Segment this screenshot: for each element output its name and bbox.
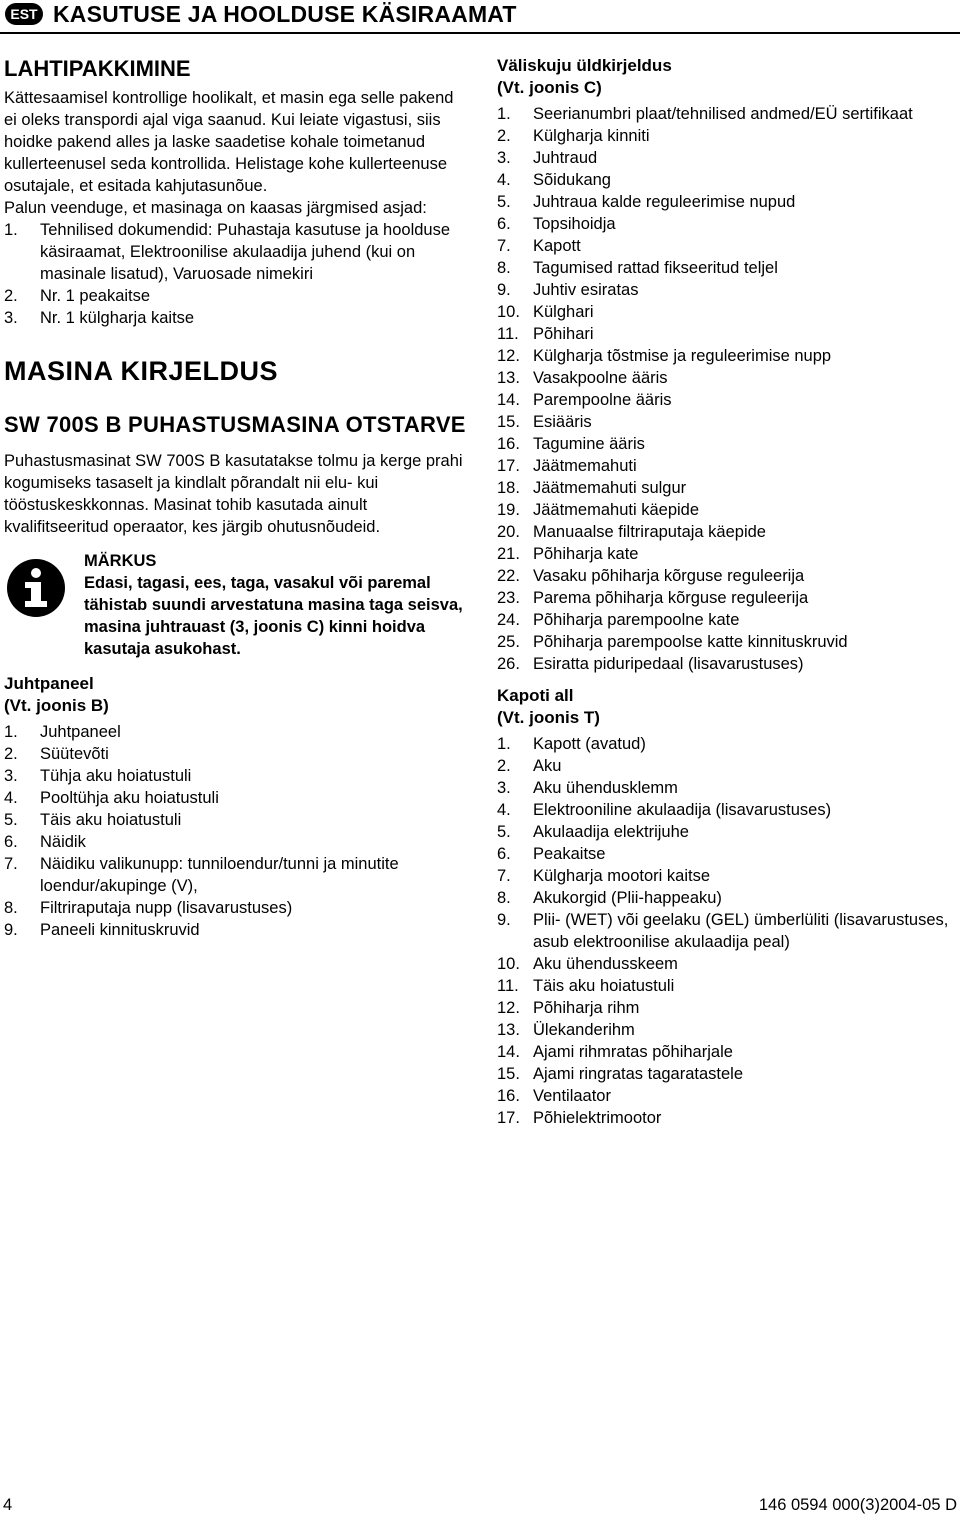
list-item-number: 7.	[497, 867, 511, 885]
list-item-text: Kapott (avatud)	[533, 735, 646, 753]
list-item	[497, 755, 959, 777]
hood-list	[497, 733, 959, 1129]
list-item-number: 9.	[497, 911, 511, 929]
exterior-list	[497, 103, 959, 675]
list-item-number: 3.	[4, 309, 18, 327]
list-item-text: Külgharja tõstmise ja reguleerimise nupp	[533, 347, 832, 365]
list-item-number: 26.	[497, 655, 520, 673]
list-item	[497, 125, 959, 147]
page-header	[0, 0, 960, 30]
list-item-number: 3.	[497, 149, 511, 167]
list-item	[497, 909, 959, 953]
list-item	[4, 219, 469, 285]
list-item-number: 17.	[497, 457, 520, 475]
hood-figure-ref: (Vt. joonis T)	[497, 708, 600, 727]
list-item-number: 7.	[497, 237, 511, 255]
list-item-number: 21.	[497, 545, 520, 563]
list-item-number: 3.	[4, 767, 18, 785]
list-item	[4, 919, 469, 941]
list-item-number: 1.	[4, 221, 18, 239]
list-item-number: 16.	[497, 1087, 520, 1105]
purpose-heading: SW 700S B PUHASTUSMASINA OTSTARVE	[4, 412, 466, 437]
list-item-text: Manuaalse filtriraputaja käepide	[533, 523, 766, 541]
list-item	[4, 721, 469, 743]
list-item-number: 11.	[497, 977, 519, 995]
list-item-text: Ajami rihmratas põhiharjale	[533, 1043, 733, 1061]
list-item	[497, 235, 959, 257]
list-item	[497, 843, 959, 865]
list-item-text: Juhtraud	[533, 149, 598, 167]
list-item	[4, 787, 469, 809]
note-content	[84, 550, 469, 660]
list-item	[497, 777, 959, 799]
list-item-text: Parempoolne ääris	[533, 391, 672, 409]
list-item	[4, 765, 469, 787]
list-item-text: Põhihari	[533, 325, 594, 343]
list-item-text: Plii- (WET) või geelaku (GEL) ümberlüliti (lisavarustuses, asub elektroonilise akulaadija peal)	[533, 911, 949, 951]
info-icon	[4, 550, 84, 660]
list-item-text: Näidiku valikunupp: tunniloendur/tunni ja minutite loendur/akupinge (V),	[40, 855, 399, 895]
list-item	[4, 307, 469, 329]
list-item-number: 1.	[4, 723, 18, 741]
list-item-number: 6.	[4, 833, 18, 851]
list-item-number: 15.	[497, 413, 520, 431]
list-item-number: 8.	[4, 899, 18, 917]
list-item-text: Juhtiv esiratas	[533, 281, 639, 299]
list-item-text: Parema põhiharja kõrguse reguleerija	[533, 589, 809, 607]
list-item	[497, 455, 959, 477]
list-item-text: Täis aku hoiatustuli	[40, 811, 182, 829]
list-item-number: 16.	[497, 435, 520, 453]
list-item-number: 9.	[4, 921, 18, 939]
list-item-number: 4.	[497, 171, 511, 189]
list-item	[497, 477, 959, 499]
list-item-text: Tagumine ääris	[533, 435, 645, 453]
list-item	[497, 433, 959, 455]
list-item-text: Jäätmemahuti	[533, 457, 637, 475]
hood-heading: Kapoti all	[497, 686, 574, 705]
list-item-text: Tühja aku hoiatustuli	[40, 767, 192, 785]
list-item-text: Nr. 1 peakaitse	[40, 287, 151, 305]
list-item-number: 19.	[497, 501, 520, 519]
list-item-number: 1.	[497, 105, 511, 123]
list-item-text: Tagumised rattad fikseeritud teljel	[533, 259, 778, 277]
list-item	[4, 897, 469, 919]
list-item-number: 4.	[497, 801, 511, 819]
list-item-text: Pooltühja aku hoiatustuli	[40, 789, 219, 807]
unpacking-checklist-intro: Palun veenduge, et masinaga on kaasas järgmised asjad:	[4, 199, 427, 217]
list-item-number: 14.	[497, 1043, 520, 1061]
list-item-text: Jäätmemahuti käepide	[533, 501, 700, 519]
list-item-number: 6.	[497, 215, 511, 233]
left-column	[4, 55, 469, 941]
list-item-text: Tehnilised dokumendid: Puhastaja kasutuse ja hoolduse käsiraamat, Elektroonilise akulaadija juhend (kui on masinale lisatud), Varuosade nimekiri	[40, 221, 451, 283]
list-item-text: Vasakpoolne ääris	[533, 369, 668, 387]
list-item-text: Põhiharja rihm	[533, 999, 640, 1017]
list-item-text: Filtriraputaja nupp (lisavarustuses)	[40, 899, 293, 917]
right-column	[497, 55, 959, 1129]
list-item-number: 2.	[4, 745, 18, 763]
list-item	[497, 887, 959, 909]
list-item-number: 25.	[497, 633, 520, 651]
list-item	[4, 831, 469, 853]
language-badge: EST	[5, 3, 43, 25]
list-item-number: 14.	[497, 391, 520, 409]
page-number: 4	[3, 1496, 13, 1514]
list-item-number: 2.	[497, 757, 511, 775]
list-item	[497, 1107, 959, 1129]
note-text: Edasi, tagasi, ees, taga, vasakul või paremal tähistab suundi arvestatuna masina taga seisva, masina juhtrauast (3, joonis C) kinni hoidva kasutaja asukohast.	[84, 574, 463, 658]
list-item	[497, 323, 959, 345]
document-title: KASUTUSE JA HOOLDUSE KÄSIRAAMAT	[53, 1, 517, 27]
unpacking-paragraph: Kättesaamisel kontrollige hoolikalt, et masin ega selle pakend ei oleks transpordi ajal viga saanud. Kui leiate vigastusi, siis hoidke pakend alles ja laske saadetise kohale toimetanud kullerteenusel seda kontrollida. Helistage kohe kullerteenuse osutajale, et esitada kahjutasunõue.	[4, 89, 454, 195]
list-item	[497, 389, 959, 411]
list-item-text: Juhtraua kalde reguleerimise nupud	[533, 193, 796, 211]
list-item	[4, 809, 469, 831]
list-item-number: 1.	[497, 735, 511, 753]
list-item	[497, 565, 959, 587]
list-item	[497, 653, 959, 675]
list-item-number: 10.	[497, 955, 520, 973]
list-item-number: 22.	[497, 567, 520, 585]
note-box	[4, 550, 469, 660]
list-item-text: Põhiharja parempoolse katte kinnituskruvid	[533, 633, 848, 651]
machine-description-heading: MASINA KIRJELDUS	[4, 356, 279, 386]
list-item-number: 9.	[497, 281, 511, 299]
list-item-number: 13.	[497, 1021, 520, 1039]
list-item-text: Põhiharja parempoolne kate	[533, 611, 740, 629]
list-item-number: 5.	[497, 193, 511, 211]
list-item-text: Sõidukang	[533, 171, 611, 189]
list-item-text: Aku ühendusskeem	[533, 955, 678, 973]
list-item-text: Topsihoidja	[533, 215, 616, 233]
list-item-text: Süütevõti	[40, 745, 109, 763]
list-item-text: Akukorgid (Plii-happeaku)	[533, 889, 722, 907]
list-item	[497, 733, 959, 755]
list-item-number: 24.	[497, 611, 520, 629]
list-item	[497, 499, 959, 521]
list-item-number: 12.	[497, 999, 520, 1017]
purpose-paragraph: Puhastusmasinat SW 700S B kasutatakse tolmu ja kerge prahi kogumiseks tasaselt ja kindlalt põrandalt nii elu- kui tööstuskeskkonnas. Masinat tohib kasutada ainult kvalifitseeritud operaator, kes järgib ohutusnõudeid.	[4, 452, 463, 536]
list-item	[497, 279, 959, 301]
list-item-number: 17.	[497, 1109, 520, 1127]
list-item-number: 5.	[497, 823, 511, 841]
list-item	[497, 587, 959, 609]
list-item-number: 12.	[497, 347, 520, 365]
list-item	[4, 853, 469, 897]
list-item-text: Külghari	[533, 303, 594, 321]
list-item-text: Ventilaator	[533, 1087, 611, 1105]
list-item	[497, 411, 959, 433]
list-item	[497, 367, 959, 389]
list-item-text: Ülekanderihm	[533, 1021, 635, 1039]
list-item	[497, 1085, 959, 1107]
list-item-text: Näidik	[40, 833, 86, 851]
list-item	[497, 301, 959, 323]
list-item-text: Jäätmemahuti sulgur	[533, 479, 687, 497]
document-code: 146 0594 000(3)2004-05 D	[758, 1496, 957, 1514]
list-item	[497, 821, 959, 843]
list-item	[497, 997, 959, 1019]
list-item	[497, 521, 959, 543]
list-item	[497, 609, 959, 631]
exterior-figure-ref: (Vt. joonis C)	[497, 78, 602, 97]
list-item	[497, 345, 959, 367]
header-divider	[0, 32, 960, 34]
list-item	[497, 1019, 959, 1041]
list-item-number: 6.	[497, 845, 511, 863]
list-item-text: Seerianumbri plaat/tehnilised andmed/EÜ sertifikaat	[533, 105, 913, 123]
list-item-number: 18.	[497, 479, 520, 497]
control-panel-heading: Juhtpaneel	[4, 674, 94, 693]
list-item	[497, 799, 959, 821]
list-item	[497, 1063, 959, 1085]
list-item	[497, 631, 959, 653]
list-item-text: Paneeli kinnituskruvid	[40, 921, 200, 939]
list-item-text: Põhiharja kate	[533, 545, 639, 563]
list-item	[497, 103, 959, 125]
list-item	[497, 191, 959, 213]
list-item-number: 5.	[4, 811, 18, 829]
list-item	[4, 285, 469, 307]
list-item-number: 15.	[497, 1065, 520, 1083]
list-item-text: Külgharja mootori kaitse	[533, 867, 711, 885]
list-item-number: 7.	[4, 855, 18, 873]
list-item-number: 2.	[4, 287, 18, 305]
list-item-number: 4.	[4, 789, 18, 807]
list-item-number: 8.	[497, 889, 511, 907]
unpacking-list	[4, 219, 469, 329]
note-label: MÄRKUS	[84, 552, 157, 570]
list-item-number: 3.	[497, 779, 511, 797]
list-item-number: 2.	[497, 127, 511, 145]
list-item-text: Aku	[533, 757, 562, 775]
list-item-text: Nr. 1 külgharja kaitse	[40, 309, 195, 327]
list-item-text: Täis aku hoiatustuli	[533, 977, 675, 995]
list-item-text: Peakaitse	[533, 845, 606, 863]
list-item-text: Aku ühendusklemm	[533, 779, 678, 797]
list-item	[497, 169, 959, 191]
list-item-text: Akulaadija elektrijuhe	[533, 823, 689, 841]
list-item-text: Kapott	[533, 237, 581, 255]
list-item-number: 10.	[497, 303, 520, 321]
list-item-number: 23.	[497, 589, 520, 607]
list-item	[497, 953, 959, 975]
list-item-number: 13.	[497, 369, 520, 387]
list-item-text: Ajami ringratas tagaratastele	[533, 1065, 744, 1083]
list-item	[497, 543, 959, 565]
list-item	[497, 257, 959, 279]
control-panel-list	[4, 721, 469, 941]
list-item-text: Juhtpaneel	[40, 723, 121, 741]
list-item-text: Esiratta piduripedaal (lisavarustuses)	[533, 655, 804, 673]
list-item-text: Vasaku põhiharja kõrguse reguleerija	[533, 567, 805, 585]
list-item-text: Põhielektrimootor	[533, 1109, 662, 1127]
list-item	[497, 1041, 959, 1063]
list-item	[497, 147, 959, 169]
list-item-text: Külgharja kinniti	[533, 127, 650, 145]
list-item-text: Elektrooniline akulaadija (lisavarustuses)	[533, 801, 832, 819]
unpacking-heading: LAHTIPAKKIMINE	[4, 56, 191, 81]
control-panel-figure-ref: (Vt. joonis B)	[4, 696, 109, 715]
list-item	[497, 213, 959, 235]
list-item-number: 11.	[497, 325, 519, 343]
list-item	[497, 865, 959, 887]
list-item-number: 20.	[497, 523, 520, 541]
list-item-number: 8.	[497, 259, 511, 277]
list-item	[4, 743, 469, 765]
exterior-heading: Väliskuju üldkirjeldus	[497, 56, 672, 75]
list-item-text: Esiääris	[533, 413, 592, 431]
list-item	[497, 975, 959, 997]
